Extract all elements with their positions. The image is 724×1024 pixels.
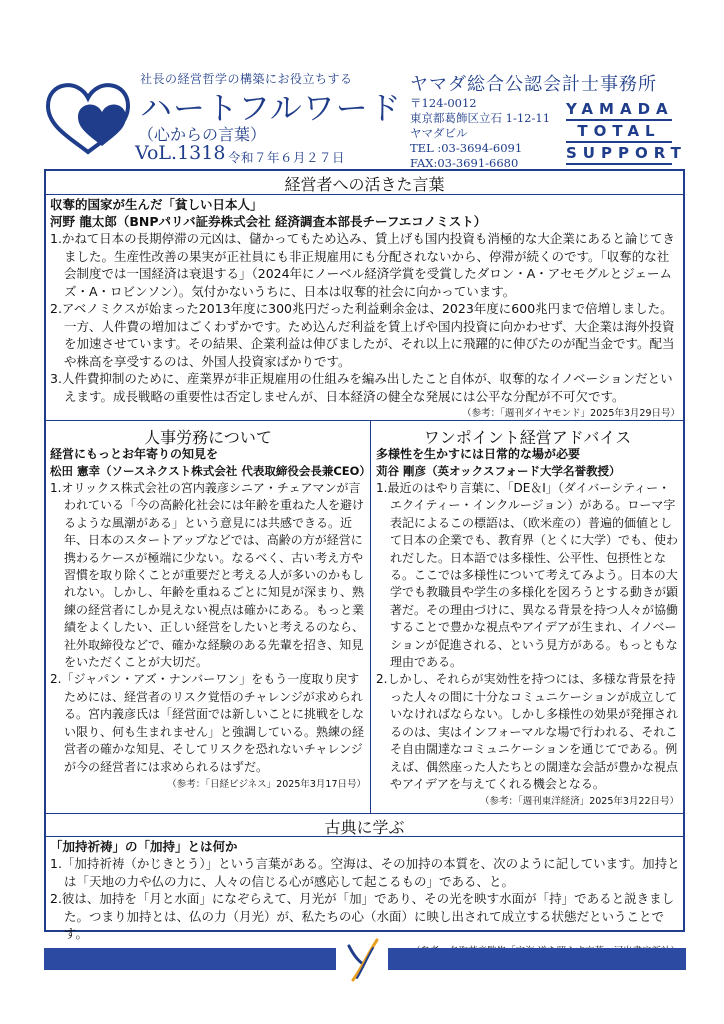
list-item: 2.彼は、加持を「月と水面」になぞらえて、月光が「加」であり、その光を映す水面が「持」であると説きました。つまり加持とは、仏の力（月光）が、私たちの心（水面）に映し出されて成立する状態だということです。 xyxy=(50,891,675,941)
brand-text: TOTAL xyxy=(566,122,672,143)
section-title: 経営者への活きた言葉 xyxy=(284,175,445,194)
footer-bar-right xyxy=(388,948,686,970)
hearts-logo-icon xyxy=(40,76,140,156)
volume-number: VoL.1318 xyxy=(135,142,226,164)
brand-line xyxy=(566,144,687,165)
list-item: 2.アベノミクスが始まった2013年度に300兆円だった利益剰余金は、2023年度に600兆円まで倍増しました。一方、人件費の増加はごくわずかです。ため込んだ利益を賃上げや国内投資に向かわせず、大企業は海外投資を加速させています。その結果、企業利益は伸びましたが、それ以上に飛躍的に伸びたのが配当金です。配当や株高を享受するのは、外国人投資家ばかりです。 xyxy=(50,301,675,369)
fax-line: FAX:03-3691-6680 xyxy=(410,156,519,170)
list-item: 1.かねて日本の長期停滞の元凶は、儲かってもため込み、賃上げも国内投資も消極的な大企業にあると論じてきました。生産性改善の果実が正社員にも非正規雇用にも分配されないから、停滞が続くのです。「収奪的な社会制度では一国経済は衰退する」（2024年にノーベル経済学賞を受賞したダロン・A・アセモグルとジェームズ・A・ロビンソン）。気付かないうちに、日本は収奪的社会に向かっています。 xyxy=(50,231,675,299)
section-advice xyxy=(376,446,679,807)
section-living-words xyxy=(50,196,680,419)
article-headline: 収奪的国家が生んだ「貧しい日本人」 xyxy=(50,197,263,212)
company-mark-icon xyxy=(343,936,383,984)
article-author: 松田 憲幸（ソースネクスト株式会社 代表取締役会長兼CEO） xyxy=(50,464,371,478)
divider xyxy=(46,813,683,814)
reference: （参考：「週刊東洋経済」2025年3月22日号） xyxy=(479,796,679,808)
issue-date: 令和７年６月２７日 xyxy=(228,150,346,165)
list-item: 2.「ジャパン・アズ・ナンバーワン」をもう一度取り戻すためには、経営者のリスク覚悟のチャレンジが求められる。宮内義彦氏は「経営面では新しいことに挑戦をしない限り、何も生まれません」と強調している。熟練の経営者の確かな知見、そしてリスクを恐れないチャレンジが今の経営者には求められるはずだ。 xyxy=(50,672,365,774)
reference: （参考：「日経ビジネス」2025年3月17日号） xyxy=(167,778,366,790)
section-hr xyxy=(50,446,371,790)
article-author: 河野 龍太郎（BNPパリバ証券株式会社 経済調査本部長チーフエコノミスト） xyxy=(50,214,487,229)
address-line: 〒124-0012 xyxy=(410,96,477,110)
reference: （参考：「週刊ダイヤモンド」2025年3月29日号） xyxy=(462,408,680,419)
newsletter-subtitle: （心からの言葉） xyxy=(138,125,267,144)
newsletter-title: ハートフルワード xyxy=(140,89,402,127)
list-item: 1.「加持祈祷（かじきとう）」という言葉がある。空海は、その加持の本質を、次のように記しています。加持とは「天地の力や仏の力に、人々の信じる心が感応して起こるもの」である、と。 xyxy=(50,856,680,889)
phone-line: TEL :03-3694-6091 xyxy=(410,141,523,155)
brand-line xyxy=(566,122,672,143)
list-item: 2.しかし、それらが実効性を持つには、多様な背景を持った人々の間に十分なコミュニケーションが成立していなければならない。しかし多様性の効果が発揮されるのは、実はインフォーマルな場で行われる、それこそ自由闊達なコミュニケーションを通じてである。例えば、偶然座った人たちとの闊達な会話が豊かな視点やアイデアを与えてくれる機会となる。 xyxy=(376,672,679,791)
divider xyxy=(46,194,683,195)
list-item: 1.オリックス株式会社の宮内義彦シニア・チェアマンが言われている「今の高齢化社会には年齢を重ねた人を避けるような風潮がある」という意見には共感できる。近年、日本のスタートアップなどでは、高齢の方が経営に携わるケースが極端に少ない。なるべく、古い考え方や習慣を取り除くことが重要だと考える人が多いのかもしれない。しかし、年齢を重ねるごとに知見が深まり、熟練の経営者にしか見えない視点は確かにある。もっと業績をよくしたい、正しい経営をしたいと考えるのなら、社外取締役などで、確かな経験のある先輩を招き、知見をいただくことが大切だ。 xyxy=(50,481,365,670)
firm-address xyxy=(410,96,550,171)
address-line: ヤマダビル xyxy=(410,126,468,140)
section-title: ワンポイント経営アドバイス xyxy=(423,428,632,447)
brand-text: YAMADA xyxy=(566,100,672,121)
article-headline: 「加持祈祷」の「加持」とは何か xyxy=(50,839,238,854)
firm-name: ヤマダ総合公認会計士事務所 xyxy=(410,74,657,95)
list-item: 1.最近のはやり言葉に、「DE＆I」（ダイバーシティー・エクイティー・インクルージョン）がある。ローマ字表記によるこの標語は、（欧米産の）普遍的価値として日本の企業でも、教育界（とくに大学）でも、使われだした。日本語では多様性、公平性、包摂性となる。ここでは多様性について考えてみよう。日本の大学でも教職員や学生の多様化を図ろうとする動きが顕著だ。その理由づけに、異なる背景を持つ人々が協働することで豊かな視点やアイデアが生まれ、イノベーションが促進される、という見方がある。もっともな理由である。 xyxy=(376,481,679,670)
section-title: 人事労務について xyxy=(144,428,272,447)
brand-text: SUPPORT xyxy=(566,144,672,165)
article-author: 苅谷 剛彦（英オックスフォード大学名誉教授） xyxy=(376,464,621,478)
list-item: 3.人件費抑制のために、産業界が非正規雇用の仕組みを編み出したこと自体が、収奪的なイノベーションだといえます。成長戦略の重要性は否定しませんが、日本経済の健全な発展には公平な分配が不可欠です。 xyxy=(50,371,673,404)
section-title: 古典に学ぶ xyxy=(324,818,405,837)
divider xyxy=(46,420,683,421)
column-divider xyxy=(370,420,371,813)
brand-line xyxy=(566,100,672,121)
article-headline: 多様性を生かすには日常的な場が必要 xyxy=(376,447,581,461)
footer-bar-left xyxy=(44,948,336,970)
tagline: 社長の経営哲学の構築にお役立ちする xyxy=(140,72,353,86)
article-headline: 経営にもっとお年寄りの知見を xyxy=(50,447,219,461)
address-line: 東京都葛飾区立石 1-12-11 xyxy=(410,111,551,125)
divider xyxy=(46,836,683,837)
